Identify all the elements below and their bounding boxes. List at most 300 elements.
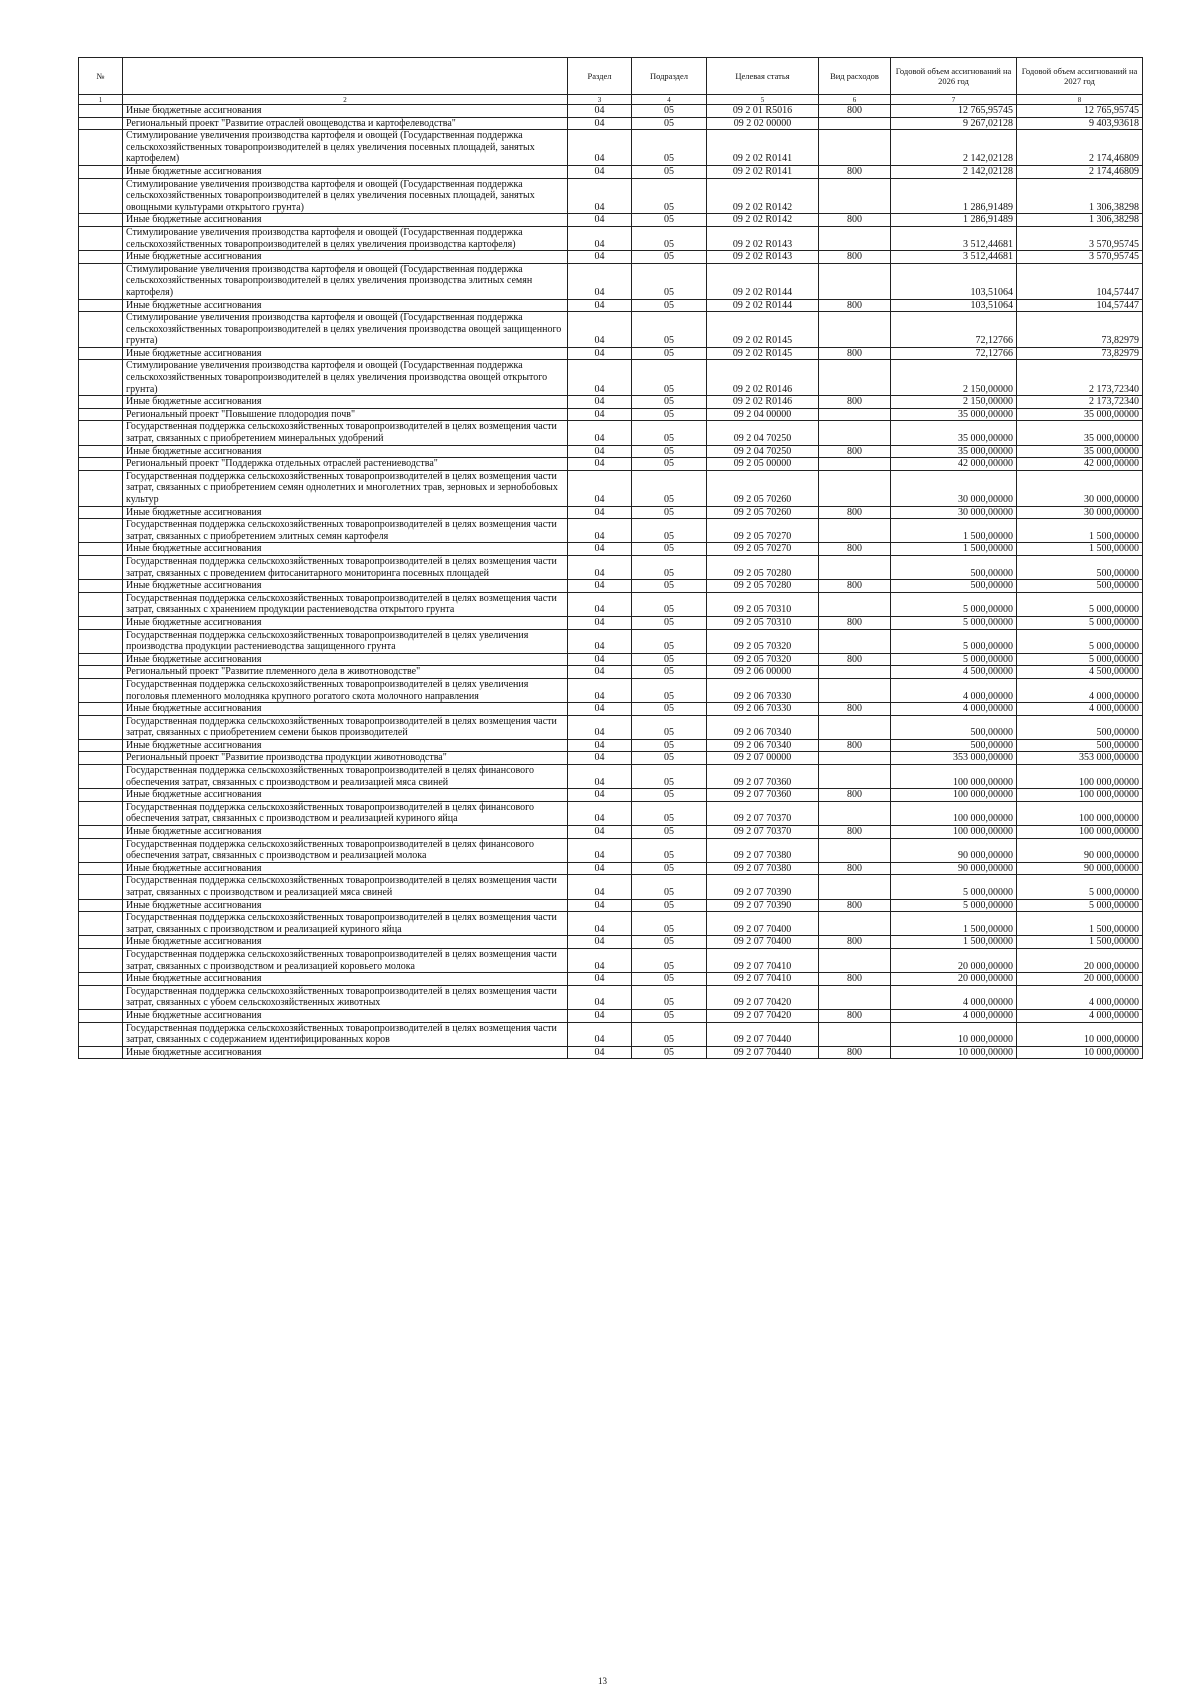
vid-rashodov-cell: 800 bbox=[819, 703, 891, 716]
celevaya-statya-cell: 09 2 05 70310 bbox=[707, 592, 819, 616]
table-row bbox=[79, 347, 1143, 360]
razdel-cell: 04 bbox=[568, 765, 632, 789]
row-number-cell bbox=[79, 739, 123, 752]
row-name-cell: Государственная поддержка сельскохозяйственных товаропроизводителей в целях финансового обеспечения затрат, связанных с производством и реализацией куриного яйца bbox=[123, 801, 568, 825]
vid-rashodov-cell: 800 bbox=[819, 739, 891, 752]
header-vid-rashodov: Вид расходов bbox=[819, 58, 891, 95]
vid-rashodov-cell bbox=[819, 408, 891, 421]
row-name-cell: Иные бюджетные ассигнования bbox=[123, 899, 568, 912]
table-row bbox=[79, 752, 1143, 765]
row-number-cell bbox=[79, 263, 123, 299]
row-number-cell bbox=[79, 1009, 123, 1022]
vid-rashodov-cell bbox=[819, 421, 891, 445]
podrazdel-cell: 05 bbox=[632, 592, 707, 616]
podrazdel-cell: 05 bbox=[632, 765, 707, 789]
vid-rashodov-cell bbox=[819, 312, 891, 348]
vid-rashodov-cell bbox=[819, 985, 891, 1009]
table-row bbox=[79, 948, 1143, 972]
row-name-cell: Иные бюджетные ассигнования bbox=[123, 105, 568, 118]
podrazdel-cell: 05 bbox=[632, 519, 707, 543]
volume-2026-cell: 35 000,00000 bbox=[891, 421, 1017, 445]
vid-rashodov-cell bbox=[819, 555, 891, 579]
podrazdel-cell: 05 bbox=[632, 826, 707, 839]
row-number-cell bbox=[79, 826, 123, 839]
table-row bbox=[79, 130, 1143, 166]
table-row bbox=[79, 1009, 1143, 1022]
podrazdel-cell: 05 bbox=[632, 580, 707, 593]
table-row bbox=[79, 408, 1143, 421]
celevaya-statya-cell: 09 2 02 R0145 bbox=[707, 347, 819, 360]
podrazdel-cell: 05 bbox=[632, 1022, 707, 1046]
volume-2027-cell: 3 570,95745 bbox=[1017, 251, 1143, 264]
volume-2026-cell: 2 150,00000 bbox=[891, 396, 1017, 409]
podrazdel-cell: 05 bbox=[632, 715, 707, 739]
column-number: 2 bbox=[123, 95, 568, 105]
volume-2026-cell: 5 000,00000 bbox=[891, 653, 1017, 666]
volume-2027-cell: 100 000,00000 bbox=[1017, 826, 1143, 839]
volume-2026-cell: 4 500,00000 bbox=[891, 666, 1017, 679]
vid-rashodov-cell bbox=[819, 592, 891, 616]
row-name-cell: Государственная поддержка сельскохозяйственных товаропроизводителей в целях финансового обеспечения затрат, связанных с производством и реализацией мяса свиней bbox=[123, 765, 568, 789]
podrazdel-cell: 05 bbox=[632, 678, 707, 702]
table-row bbox=[79, 936, 1143, 949]
celevaya-statya-cell: 09 2 02 00000 bbox=[707, 117, 819, 130]
volume-2027-cell: 2 173,72340 bbox=[1017, 360, 1143, 396]
podrazdel-cell: 05 bbox=[632, 360, 707, 396]
vid-rashodov-cell: 800 bbox=[819, 445, 891, 458]
table-row bbox=[79, 899, 1143, 912]
celevaya-statya-cell: 09 2 07 70410 bbox=[707, 948, 819, 972]
celevaya-statya-cell: 09 2 01 R5016 bbox=[707, 105, 819, 118]
table-row bbox=[79, 1046, 1143, 1059]
header-num: № bbox=[79, 58, 123, 95]
razdel-cell: 04 bbox=[568, 666, 632, 679]
header-name bbox=[123, 58, 568, 95]
volume-2026-cell: 1 500,00000 bbox=[891, 936, 1017, 949]
row-name-cell: Стимулирование увеличения производства картофеля и овощей (Государственная поддержка сельскохозяйственных товаропроизводителей в целях увеличения производства овощей открытого грунта) bbox=[123, 360, 568, 396]
vid-rashodov-cell bbox=[819, 765, 891, 789]
row-number-cell bbox=[79, 715, 123, 739]
page-number: 13 bbox=[598, 1676, 607, 1686]
vid-rashodov-cell: 800 bbox=[819, 616, 891, 629]
row-name-cell: Региональный проект "Развитие племенного дела в животноводстве" bbox=[123, 666, 568, 679]
column-number: 4 bbox=[632, 95, 707, 105]
volume-2027-cell: 35 000,00000 bbox=[1017, 421, 1143, 445]
vid-rashodov-cell bbox=[819, 801, 891, 825]
volume-2027-cell: 73,82979 bbox=[1017, 312, 1143, 348]
razdel-cell: 04 bbox=[568, 421, 632, 445]
column-number: 3 bbox=[568, 95, 632, 105]
razdel-cell: 04 bbox=[568, 130, 632, 166]
razdel-cell: 04 bbox=[568, 715, 632, 739]
volume-2026-cell: 5 000,00000 bbox=[891, 875, 1017, 899]
volume-2027-cell: 1 306,38298 bbox=[1017, 178, 1143, 214]
row-number-cell bbox=[79, 592, 123, 616]
row-number-cell bbox=[79, 408, 123, 421]
celevaya-statya-cell: 09 2 02 R0141 bbox=[707, 130, 819, 166]
volume-2027-cell: 35 000,00000 bbox=[1017, 445, 1143, 458]
table-row bbox=[79, 178, 1143, 214]
row-number-cell bbox=[79, 226, 123, 250]
volume-2027-cell: 5 000,00000 bbox=[1017, 875, 1143, 899]
row-number-cell bbox=[79, 765, 123, 789]
podrazdel-cell: 05 bbox=[632, 105, 707, 118]
celevaya-statya-cell: 09 2 07 70370 bbox=[707, 801, 819, 825]
podrazdel-cell: 05 bbox=[632, 629, 707, 653]
volume-2026-cell: 12 765,95745 bbox=[891, 105, 1017, 118]
celevaya-statya-cell: 09 2 05 70260 bbox=[707, 470, 819, 506]
razdel-cell: 04 bbox=[568, 653, 632, 666]
volume-2026-cell: 35 000,00000 bbox=[891, 408, 1017, 421]
volume-2026-cell: 500,00000 bbox=[891, 580, 1017, 593]
volume-2026-cell: 103,51064 bbox=[891, 299, 1017, 312]
volume-2026-cell: 1 500,00000 bbox=[891, 543, 1017, 556]
row-number-cell bbox=[79, 1046, 123, 1059]
podrazdel-cell: 05 bbox=[632, 421, 707, 445]
celevaya-statya-cell: 09 2 06 70330 bbox=[707, 703, 819, 716]
volume-2026-cell: 500,00000 bbox=[891, 739, 1017, 752]
row-number-cell bbox=[79, 117, 123, 130]
podrazdel-cell: 05 bbox=[632, 178, 707, 214]
row-name-cell: Иные бюджетные ассигнования bbox=[123, 506, 568, 519]
column-number: 5 bbox=[707, 95, 819, 105]
row-name-cell: Государственная поддержка сельскохозяйственных товаропроизводителей в целях возмещения части затрат, связанных с приобретением минеральных удобрений bbox=[123, 421, 568, 445]
row-name-cell: Государственная поддержка сельскохозяйственных товаропроизводителей в целях увеличения поголовья племенного молодняка крупного рогатого скота молочного направления bbox=[123, 678, 568, 702]
podrazdel-cell: 05 bbox=[632, 875, 707, 899]
podrazdel-cell: 05 bbox=[632, 973, 707, 986]
row-number-cell bbox=[79, 543, 123, 556]
podrazdel-cell: 05 bbox=[632, 347, 707, 360]
vid-rashodov-cell bbox=[819, 470, 891, 506]
table-row bbox=[79, 875, 1143, 899]
volume-2026-cell: 4 000,00000 bbox=[891, 678, 1017, 702]
podrazdel-cell: 05 bbox=[632, 263, 707, 299]
row-name-cell: Иные бюджетные ассигнования bbox=[123, 1009, 568, 1022]
celevaya-statya-cell: 09 2 02 R0142 bbox=[707, 178, 819, 214]
razdel-cell: 04 bbox=[568, 948, 632, 972]
volume-2027-cell: 4 000,00000 bbox=[1017, 985, 1143, 1009]
podrazdel-cell: 05 bbox=[632, 214, 707, 227]
row-name-cell: Государственная поддержка сельскохозяйственных товаропроизводителей в целях возмещения части затрат, связанных с производством и реализацией мяса свиней bbox=[123, 875, 568, 899]
volume-2026-cell: 100 000,00000 bbox=[891, 801, 1017, 825]
razdel-cell: 04 bbox=[568, 165, 632, 178]
razdel-cell: 04 bbox=[568, 226, 632, 250]
vid-rashodov-cell: 800 bbox=[819, 105, 891, 118]
vid-rashodov-cell: 800 bbox=[819, 653, 891, 666]
celevaya-statya-cell: 09 2 02 R0146 bbox=[707, 360, 819, 396]
celevaya-statya-cell: 09 2 07 70410 bbox=[707, 973, 819, 986]
celevaya-statya-cell: 09 2 07 70440 bbox=[707, 1022, 819, 1046]
razdel-cell: 04 bbox=[568, 862, 632, 875]
volume-2027-cell: 353 000,00000 bbox=[1017, 752, 1143, 765]
vid-rashodov-cell: 800 bbox=[819, 347, 891, 360]
podrazdel-cell: 05 bbox=[632, 862, 707, 875]
volume-2027-cell: 4 000,00000 bbox=[1017, 1009, 1143, 1022]
row-name-cell: Государственная поддержка сельскохозяйственных товаропроизводителей в целях возмещения части затрат, связанных с убоем сельскохозяйственных животных bbox=[123, 985, 568, 1009]
row-number-cell bbox=[79, 678, 123, 702]
row-name-cell: Государственная поддержка сельскохозяйственных товаропроизводителей в целях возмещения части затрат, связанных с хранением продукции растениеводства открытого грунта bbox=[123, 592, 568, 616]
row-number-cell bbox=[79, 752, 123, 765]
volume-2027-cell: 5 000,00000 bbox=[1017, 629, 1143, 653]
volume-2027-cell: 10 000,00000 bbox=[1017, 1046, 1143, 1059]
razdel-cell: 04 bbox=[568, 580, 632, 593]
row-number-cell bbox=[79, 899, 123, 912]
row-number-cell bbox=[79, 347, 123, 360]
row-number-cell bbox=[79, 912, 123, 936]
volume-2027-cell: 5 000,00000 bbox=[1017, 616, 1143, 629]
vid-rashodov-cell: 800 bbox=[819, 973, 891, 986]
celevaya-statya-cell: 09 2 06 00000 bbox=[707, 666, 819, 679]
volume-2027-cell: 90 000,00000 bbox=[1017, 838, 1143, 862]
podrazdel-cell: 05 bbox=[632, 985, 707, 1009]
razdel-cell: 04 bbox=[568, 616, 632, 629]
row-number-cell bbox=[79, 838, 123, 862]
row-name-cell: Государственная поддержка сельскохозяйственных товаропроизводителей в целях возмещения части затрат, связанных с приобретением элитных семян картофеля bbox=[123, 519, 568, 543]
row-name-cell: Региональный проект "Поддержка отдельных отраслей растениеводства" bbox=[123, 458, 568, 471]
volume-2026-cell: 1 500,00000 bbox=[891, 519, 1017, 543]
row-name-cell: Иные бюджетные ассигнования bbox=[123, 543, 568, 556]
razdel-cell: 04 bbox=[568, 117, 632, 130]
row-name-cell: Государственная поддержка сельскохозяйственных товаропроизводителей в целях увеличения производства продукции растениеводства защищенного грунта bbox=[123, 629, 568, 653]
table-row bbox=[79, 117, 1143, 130]
row-name-cell: Иные бюджетные ассигнования bbox=[123, 299, 568, 312]
volume-2027-cell: 5 000,00000 bbox=[1017, 899, 1143, 912]
podrazdel-cell: 05 bbox=[632, 458, 707, 471]
table-row bbox=[79, 666, 1143, 679]
vid-rashodov-cell bbox=[819, 1022, 891, 1046]
row-name-cell: Иные бюджетные ассигнования bbox=[123, 580, 568, 593]
podrazdel-cell: 05 bbox=[632, 616, 707, 629]
podrazdel-cell: 05 bbox=[632, 838, 707, 862]
volume-2026-cell: 20 000,00000 bbox=[891, 973, 1017, 986]
podrazdel-cell: 05 bbox=[632, 396, 707, 409]
celevaya-statya-cell: 09 2 02 R0145 bbox=[707, 312, 819, 348]
volume-2027-cell: 100 000,00000 bbox=[1017, 765, 1143, 789]
volume-2026-cell: 500,00000 bbox=[891, 555, 1017, 579]
razdel-cell: 04 bbox=[568, 555, 632, 579]
volume-2027-cell: 3 570,95745 bbox=[1017, 226, 1143, 250]
column-number: 1 bbox=[79, 95, 123, 105]
celevaya-statya-cell: 09 2 06 70340 bbox=[707, 739, 819, 752]
razdel-cell: 04 bbox=[568, 801, 632, 825]
row-name-cell: Стимулирование увеличения производства картофеля и овощей (Государственная поддержка сельскохозяйственных товаропроизводителей в целях увеличения производства элитных семян картофеля) bbox=[123, 263, 568, 299]
vid-rashodov-cell bbox=[819, 458, 891, 471]
volume-2026-cell: 9 267,02128 bbox=[891, 117, 1017, 130]
row-number-cell bbox=[79, 105, 123, 118]
volume-2026-cell: 1 286,91489 bbox=[891, 214, 1017, 227]
razdel-cell: 04 bbox=[568, 899, 632, 912]
row-number-cell bbox=[79, 165, 123, 178]
vid-rashodov-cell: 800 bbox=[819, 862, 891, 875]
volume-2026-cell: 100 000,00000 bbox=[891, 826, 1017, 839]
volume-2027-cell: 500,00000 bbox=[1017, 739, 1143, 752]
vid-rashodov-cell bbox=[819, 226, 891, 250]
row-number-cell bbox=[79, 789, 123, 802]
table-row bbox=[79, 458, 1143, 471]
row-name-cell: Иные бюджетные ассигнования bbox=[123, 251, 568, 264]
razdel-cell: 04 bbox=[568, 178, 632, 214]
razdel-cell: 04 bbox=[568, 1046, 632, 1059]
row-number-cell bbox=[79, 1022, 123, 1046]
volume-2026-cell: 30 000,00000 bbox=[891, 470, 1017, 506]
razdel-cell: 04 bbox=[568, 312, 632, 348]
volume-2026-cell: 30 000,00000 bbox=[891, 506, 1017, 519]
vid-rashodov-cell bbox=[819, 360, 891, 396]
volume-2026-cell: 35 000,00000 bbox=[891, 445, 1017, 458]
celevaya-statya-cell: 09 2 07 70440 bbox=[707, 1046, 819, 1059]
table-row bbox=[79, 985, 1143, 1009]
podrazdel-cell: 05 bbox=[632, 899, 707, 912]
vid-rashodov-cell bbox=[819, 130, 891, 166]
table-row bbox=[79, 616, 1143, 629]
volume-2026-cell: 20 000,00000 bbox=[891, 948, 1017, 972]
row-number-cell bbox=[79, 801, 123, 825]
row-name-cell: Государственная поддержка сельскохозяйственных товаропроизводителей в целях возмещения части затрат, связанных с приобретением семени быков производителей bbox=[123, 715, 568, 739]
podrazdel-cell: 05 bbox=[632, 936, 707, 949]
celevaya-statya-cell: 09 2 07 70360 bbox=[707, 765, 819, 789]
celevaya-statya-cell: 09 2 05 70310 bbox=[707, 616, 819, 629]
table-row bbox=[79, 165, 1143, 178]
table-row bbox=[79, 226, 1143, 250]
table-row bbox=[79, 715, 1143, 739]
table-row bbox=[79, 703, 1143, 716]
volume-2027-cell: 90 000,00000 bbox=[1017, 862, 1143, 875]
row-number-cell bbox=[79, 629, 123, 653]
row-name-cell: Государственная поддержка сельскохозяйственных товаропроизводителей в целях возмещения части затрат, связанных с производством и реализацией коровьего молока bbox=[123, 948, 568, 972]
volume-2027-cell: 5 000,00000 bbox=[1017, 653, 1143, 666]
podrazdel-cell: 05 bbox=[632, 251, 707, 264]
volume-2027-cell: 104,57447 bbox=[1017, 263, 1143, 299]
celevaya-statya-cell: 09 2 05 70270 bbox=[707, 519, 819, 543]
celevaya-statya-cell: 09 2 07 70370 bbox=[707, 826, 819, 839]
podrazdel-cell: 05 bbox=[632, 226, 707, 250]
vid-rashodov-cell bbox=[819, 178, 891, 214]
column-number-row bbox=[79, 95, 1143, 105]
razdel-cell: 04 bbox=[568, 408, 632, 421]
volume-2027-cell: 2 173,72340 bbox=[1017, 396, 1143, 409]
vid-rashodov-cell: 800 bbox=[819, 396, 891, 409]
row-name-cell: Иные бюджетные ассигнования bbox=[123, 936, 568, 949]
header-volume-2026: Годовой объем ассигнований на 2026 год bbox=[891, 58, 1017, 95]
volume-2026-cell: 90 000,00000 bbox=[891, 838, 1017, 862]
vid-rashodov-cell: 800 bbox=[819, 506, 891, 519]
header-razdel: Раздел bbox=[568, 58, 632, 95]
celevaya-statya-cell: 09 2 02 R0144 bbox=[707, 299, 819, 312]
volume-2027-cell: 100 000,00000 bbox=[1017, 801, 1143, 825]
volume-2026-cell: 4 000,00000 bbox=[891, 1009, 1017, 1022]
volume-2026-cell: 3 512,44681 bbox=[891, 226, 1017, 250]
vid-rashodov-cell bbox=[819, 629, 891, 653]
row-name-cell: Государственная поддержка сельскохозяйственных товаропроизводителей в целях возмещения части затрат, связанных с производством и реализацией куриного яйца bbox=[123, 912, 568, 936]
vid-rashodov-cell: 800 bbox=[819, 899, 891, 912]
row-number-cell bbox=[79, 396, 123, 409]
razdel-cell: 04 bbox=[568, 838, 632, 862]
razdel-cell: 04 bbox=[568, 445, 632, 458]
table-row bbox=[79, 299, 1143, 312]
table-row bbox=[79, 789, 1143, 802]
row-name-cell: Стимулирование увеличения производства картофеля и овощей (Государственная поддержка сельскохозяйственных товаропроизводителей в целях увеличения производства картофеля) bbox=[123, 226, 568, 250]
table-row bbox=[79, 592, 1143, 616]
row-number-cell bbox=[79, 555, 123, 579]
row-number-cell bbox=[79, 519, 123, 543]
celevaya-statya-cell: 09 2 07 70380 bbox=[707, 838, 819, 862]
razdel-cell: 04 bbox=[568, 592, 632, 616]
row-number-cell bbox=[79, 251, 123, 264]
vid-rashodov-cell bbox=[819, 666, 891, 679]
row-number-cell bbox=[79, 421, 123, 445]
celevaya-statya-cell: 09 2 06 70340 bbox=[707, 715, 819, 739]
razdel-cell: 04 bbox=[568, 629, 632, 653]
celevaya-statya-cell: 09 2 06 70330 bbox=[707, 678, 819, 702]
volume-2027-cell: 2 174,46809 bbox=[1017, 130, 1143, 166]
celevaya-statya-cell: 09 2 05 70280 bbox=[707, 580, 819, 593]
volume-2027-cell: 500,00000 bbox=[1017, 715, 1143, 739]
podrazdel-cell: 05 bbox=[632, 752, 707, 765]
row-number-cell bbox=[79, 985, 123, 1009]
volume-2027-cell: 4 000,00000 bbox=[1017, 678, 1143, 702]
razdel-cell: 04 bbox=[568, 543, 632, 556]
podrazdel-cell: 05 bbox=[632, 1009, 707, 1022]
volume-2027-cell: 30 000,00000 bbox=[1017, 470, 1143, 506]
table-row bbox=[79, 801, 1143, 825]
row-number-cell bbox=[79, 703, 123, 716]
row-name-cell: Иные бюджетные ассигнования bbox=[123, 789, 568, 802]
volume-2027-cell: 20 000,00000 bbox=[1017, 973, 1143, 986]
vid-rashodov-cell: 800 bbox=[819, 214, 891, 227]
row-number-cell bbox=[79, 666, 123, 679]
row-number-cell bbox=[79, 973, 123, 986]
razdel-cell: 04 bbox=[568, 299, 632, 312]
table-row bbox=[79, 506, 1143, 519]
podrazdel-cell: 05 bbox=[632, 1046, 707, 1059]
razdel-cell: 04 bbox=[568, 458, 632, 471]
volume-2026-cell: 4 000,00000 bbox=[891, 703, 1017, 716]
celevaya-statya-cell: 09 2 07 70360 bbox=[707, 789, 819, 802]
row-name-cell: Иные бюджетные ассигнования bbox=[123, 703, 568, 716]
volume-2027-cell: 500,00000 bbox=[1017, 555, 1143, 579]
row-number-cell bbox=[79, 875, 123, 899]
row-number-cell bbox=[79, 653, 123, 666]
podrazdel-cell: 05 bbox=[632, 130, 707, 166]
volume-2027-cell: 1 500,00000 bbox=[1017, 912, 1143, 936]
razdel-cell: 04 bbox=[568, 739, 632, 752]
volume-2026-cell: 103,51064 bbox=[891, 263, 1017, 299]
row-name-cell: Государственная поддержка сельскохозяйственных товаропроизводителей в целях возмещения части затрат, связанных с приобретением семян однолетних и многолетних трав, зерновых и зернобобовых культур bbox=[123, 470, 568, 506]
volume-2026-cell: 353 000,00000 bbox=[891, 752, 1017, 765]
row-number-cell bbox=[79, 299, 123, 312]
row-name-cell: Иные бюджетные ассигнования bbox=[123, 347, 568, 360]
table-row bbox=[79, 826, 1143, 839]
row-number-cell bbox=[79, 580, 123, 593]
vid-rashodov-cell: 800 bbox=[819, 1009, 891, 1022]
volume-2026-cell: 4 000,00000 bbox=[891, 985, 1017, 1009]
celevaya-statya-cell: 09 2 05 70320 bbox=[707, 653, 819, 666]
celevaya-statya-cell: 09 2 05 70270 bbox=[707, 543, 819, 556]
volume-2026-cell: 72,12766 bbox=[891, 347, 1017, 360]
row-number-cell bbox=[79, 458, 123, 471]
vid-rashodov-cell: 800 bbox=[819, 826, 891, 839]
budget-table-sheet bbox=[78, 57, 1142, 1059]
row-name-cell: Иные бюджетные ассигнования bbox=[123, 653, 568, 666]
celevaya-statya-cell: 09 2 07 70400 bbox=[707, 936, 819, 949]
celevaya-statya-cell: 09 2 02 R0144 bbox=[707, 263, 819, 299]
row-number-cell bbox=[79, 445, 123, 458]
podrazdel-cell: 05 bbox=[632, 408, 707, 421]
column-number: 8 bbox=[1017, 95, 1143, 105]
celevaya-statya-cell: 09 2 07 00000 bbox=[707, 752, 819, 765]
table-row bbox=[79, 555, 1143, 579]
header-volume-2027: Годовой объем ассигнований на 2027 год bbox=[1017, 58, 1143, 95]
